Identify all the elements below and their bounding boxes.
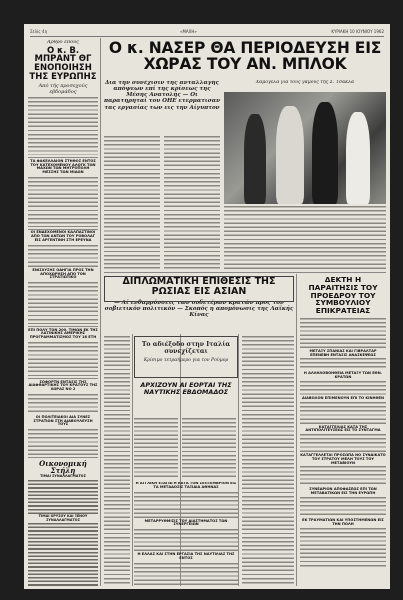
right-column — [300, 276, 386, 586]
issue-date: ΚΥΡΙΑΚΗ 10 ΙΟΥΝΙΟΥ 1962 — [331, 29, 384, 34]
story7-body — [28, 429, 98, 455]
story6-body — [28, 394, 98, 414]
story2-headline: ΤΑ ΦΑΚΕΛΛΑΙΟΝ ΣΤΗΘΟΣ ΕΝΤΟΣ ΤΟΥ ΚΑΤΕΧΟΜΕΝΟΥ ΑΛΟΓΚ ΤΩΝ ΜΑΧΩΝ ΤΩΝ ΜΗΤΡΟΠΟΛΗ ΜΕΣΣΗΣ ΤΩΝ ΜΙΑΩΝ — [30, 158, 96, 175]
finance-table-1 — [28, 480, 98, 514]
asia-subtitle: — Αί ενθαρρύνσεις των ουδετέρων κρατών προς τον σοβιετικόν πολιτικόν — Σκοπός η απομόνωσις της Λαϊκής Κίνας — [104, 299, 294, 319]
brandt-body — [28, 97, 98, 155]
naval-story — [134, 382, 238, 416]
right-story3-headline: ΔΙΑΒΟΛΟΝ ΕΠΙΜΕΝΟΥΝ ΕΠΙ ΤΟ ΚΙΝΗΘΕΝ — [301, 395, 384, 400]
page-header — [30, 28, 384, 37]
left-kicker: Άρθρο έπους — [47, 40, 79, 45]
mid-story3-headline: Η ΕΛΛΑΣ ΚΑΙ ΣΤΗΝ ΕΡΓΑΣΙΑ ΤΗΣ ΝΑΥΤΙΛΙΑΣ ΤΗΣ ΕΝΤΟΣ — [137, 552, 235, 560]
wedding-photo — [224, 92, 386, 204]
main-headline: Ο κ. ΝΑΣΕΡ ΘΑ ΠΕΡΙΟΔΕΥΣΗ ΕΙΣ ΧΩΡΑΣ ΤΟΥ ΑΝ. ΜΠΛΟΚ — [108, 40, 382, 74]
story3-body — [28, 245, 98, 267]
photo-story — [224, 206, 386, 270]
photo-caption-wrap — [224, 80, 386, 90]
finance-title: Οικονομική Στήλη — [39, 458, 87, 476]
main-headline-block — [104, 40, 386, 80]
finance-table-2 — [28, 523, 98, 586]
mid-stories — [134, 482, 238, 586]
story5-body — [28, 342, 98, 376]
mid-body-col1 — [134, 418, 178, 478]
center-right-col — [242, 336, 294, 586]
naval-headline: ΑΡΧΙΖΟΥΝ ΑΙ ΕΟΡΤΑΙ ΤΗΣ ΝΑΥΤΙΚΗΣ ΕΒΔΟΜΑΔΟΣ — [140, 382, 232, 396]
brandt-headline: Ο κ. Β. ΜΠΡΑΝΤ ΘΓ ΕΝΟΠΟΙΗΣΗ ΤΗΣ ΕΥΡΩΠΗΣ — [29, 45, 97, 83]
finance-sub2: ΤΙΜΑΙ ΧΡΥΣΟΥ ΚΑΙ ΞΕΝΟΥ ΣΥΝΑΛΛΑΓΜΑΤΟΣ — [38, 513, 88, 522]
mid-story1-headline: Η ΑΓΓΛΙΚΗ ΕΞΑΓΩΓΗ ΚΑΤΑ ΤΟΝ ΣΕΠΤΕΜΒΡΙΟΝ ΕΙΣ ΤΑ ΜΕΤΑΔΟΣΙΣ ΤΑΞΙΔΙΑ ΑΘΗΝΑΣ — [135, 482, 237, 489]
story7-headline: ΟΙ ΠΟΛΙΤΕΙΑΚΟΙ ΔΙΑ ΣΥΝΕΣ ΣΤΡΑΤΙΩΝ ΣΤΗ ΔΙΑΒΟΥΛΕΥΣΗ ΤΟΥΣ — [33, 414, 93, 427]
story2-body — [28, 177, 98, 227]
right-story1-headline: ΜΕΤΑΞΥ ΣΠΑΝΙΑΣ ΚΑΙ ΓΙΒΡΑΛΤΑΡ ΕΠΕΝΕΒΗ ΕΝΤΑΣΙΣ ΑΝΑΣΚΕΨΕΩΣ — [309, 348, 377, 357]
asia-headline: ΔΙΠΛΩΜΑΤΙΚΗ ΕΠΙΘΕΣΙΣ ΤΗΣ ΡΩΣΙΑΣ ΕΙΣ ΑΣΙΑΝ — [122, 276, 276, 297]
photo-caption: Χαμόγελα γιά τούς γάμους τής Σ. Τσάκλα — [255, 80, 355, 85]
brandt-subhead: Από τής προσεχούς εβδομάδος — [38, 83, 88, 95]
right-story4-headline: ΚΑΤΑΓΓΕΛΙΑΣ ΚΑΤΑ ΤΗΣ ΑΝΤΙΠΟΛΙΤΕΥΣΕΩΣ ΕΙΣ ΤΟ ΣΥΝΤΑΓΜΑ — [305, 424, 381, 433]
finance-sub1: ΤΙΜΑΙ ΣΥΝΑΛΛΑΓΜΑΤΟΣ — [40, 474, 86, 479]
story4-body — [28, 282, 98, 324]
story4-headline: ΕΝΙΣΧΥΣΗΣ ΟΔΗΓΙΑ ΠΡΟΣ ΤΗΝ ΑΠΟΧΩΡΗΣΗ ΑΠΟ ΤΟΝ ΣΤΡΑΤΙΩΤΙΚΟ — [32, 267, 94, 280]
main-subtitle: Δια την συνέχισιν της ανταλλαγής απόψεων επί της κρίσεως της Μέσης Ανατολής — Οι παρατηρηταί του ΟΗΕ ετερματισαν τας εργασίας των εις την Αίγυπτον — [104, 80, 220, 111]
resignation-headline: ΔΕΚΤΗ Η ΠΑΡΑΙΤΗΣΙΣ ΤΟΥ ΠΡΟΕΔΡΟΥ ΤΟΥ ΣΥΜΒΟΥΛΙΟΥ ΕΠΙΚΡΑΤΕΙΑΣ — [308, 276, 378, 316]
right-story5-headline: ΚΑΤΑΓΓΕΛΛΕΤΑΙ ΠΡΟΣΩΠΑ ΝΟ ΣΥΝΔΙΚΑΤΟ ΤΟΥ ΣΤΡΑΤΟΥ ΜΕΛΗ ΤΟΥΣ ΤΟΥ ΜΕΤΑΒΙΟΥΝ — [300, 453, 386, 465]
story3-headline: ΟΙ ΕΝΔΕΧΟΜΕΝΟΙ ΚΑΛΠΑΣΤΙΝΟΙ ΑΠΟ ΤΩΝ ΑΝΤΩΝ ΤΟΥ ΡΟΒΟΛΑΓ ΕΙΣ ΑΡΓΕΝΤΙΝΗ ΣΤΗ ΕΡΕΥΝΑ — [30, 230, 96, 242]
italy-story — [134, 336, 238, 378]
italy-subtitle: Κρίσιμο τετραήμερο για τον Ρούμορ — [143, 357, 229, 363]
right-story6-headline: ΣΥΝΕΔΡΙΟΝ ΑΠΟΦΑΣΕΩΣ ΕΠΙ ΤΩΝ ΜΕΤΑΒΑΤΙΚΩΝ ΕΙΣ ΤΗΝ ΕΥΡΩΠΗ — [309, 487, 377, 496]
right-story7-headline: ΕΚ ΤΡΑΥΜΑΤΙΩΝ ΚΑΙ ΥΠΟΣΤΗΜΕΝΩΝ ΕΙΣ ΤΗΝ ΠΟΛΗ — [302, 518, 384, 526]
mid-story2-headline: ΜΕΤΑΡΡΥΘΜΙΣΙΣ ΤΟΥ ΔΙΑΣΤΗΜΑΤΟΣ ΤΩΝ ΣΥΝΕΡΓΕΙΩΝ — [144, 518, 228, 527]
left-column — [28, 40, 98, 586]
page-number: Σελίς 4η — [30, 29, 48, 34]
right-story2-headline: Η ΑΛΛΗΛΟΒΟΗΘΕΙΑ ΜΕΤΑΞΥ ΤΩΝ ΕΘΝ. ΚΡΑΤΩΝ — [303, 371, 383, 380]
newspaper-page — [24, 24, 390, 589]
asia-story-head — [104, 276, 294, 332]
italy-headline: Το αδιέξοδο στην Ιταλία συνεχίζεται — [141, 341, 231, 355]
main-story-col1 — [104, 136, 160, 270]
mid-body-col2 — [182, 418, 236, 478]
asia-body-col — [104, 336, 130, 586]
main-subtitle-block — [104, 80, 220, 134]
story6-headline: ΣΟΦΟΡΤΝ ΕΝΤΑΣΙΣ ΤΗΣ ΔΙΑΦΘΑΡΤΙΚΗΣ ΤΟΥ ΚΡΑΤΟΥΣ ΤΗΣ ΧΩΡΑΣ ΝΟ 2 — [28, 379, 98, 392]
masthead: «ΜΑΧΗ» — [180, 29, 197, 34]
story5-headline: ΕΠΙ ΠΟΛΥ ΤΟΝ 200. ΤΙΜΩΝ ΕΚ ΤΗΣ ΛΑΤΙΝΙΚΗΣ ΑΜΕΡΙΚΗΣ ΠΡΟΓΡΑΜΜΑΤΙΣΜΟΣ ΤΟΥ 16 ΕΤΗ — [28, 327, 98, 340]
main-story-col2 — [164, 136, 220, 270]
